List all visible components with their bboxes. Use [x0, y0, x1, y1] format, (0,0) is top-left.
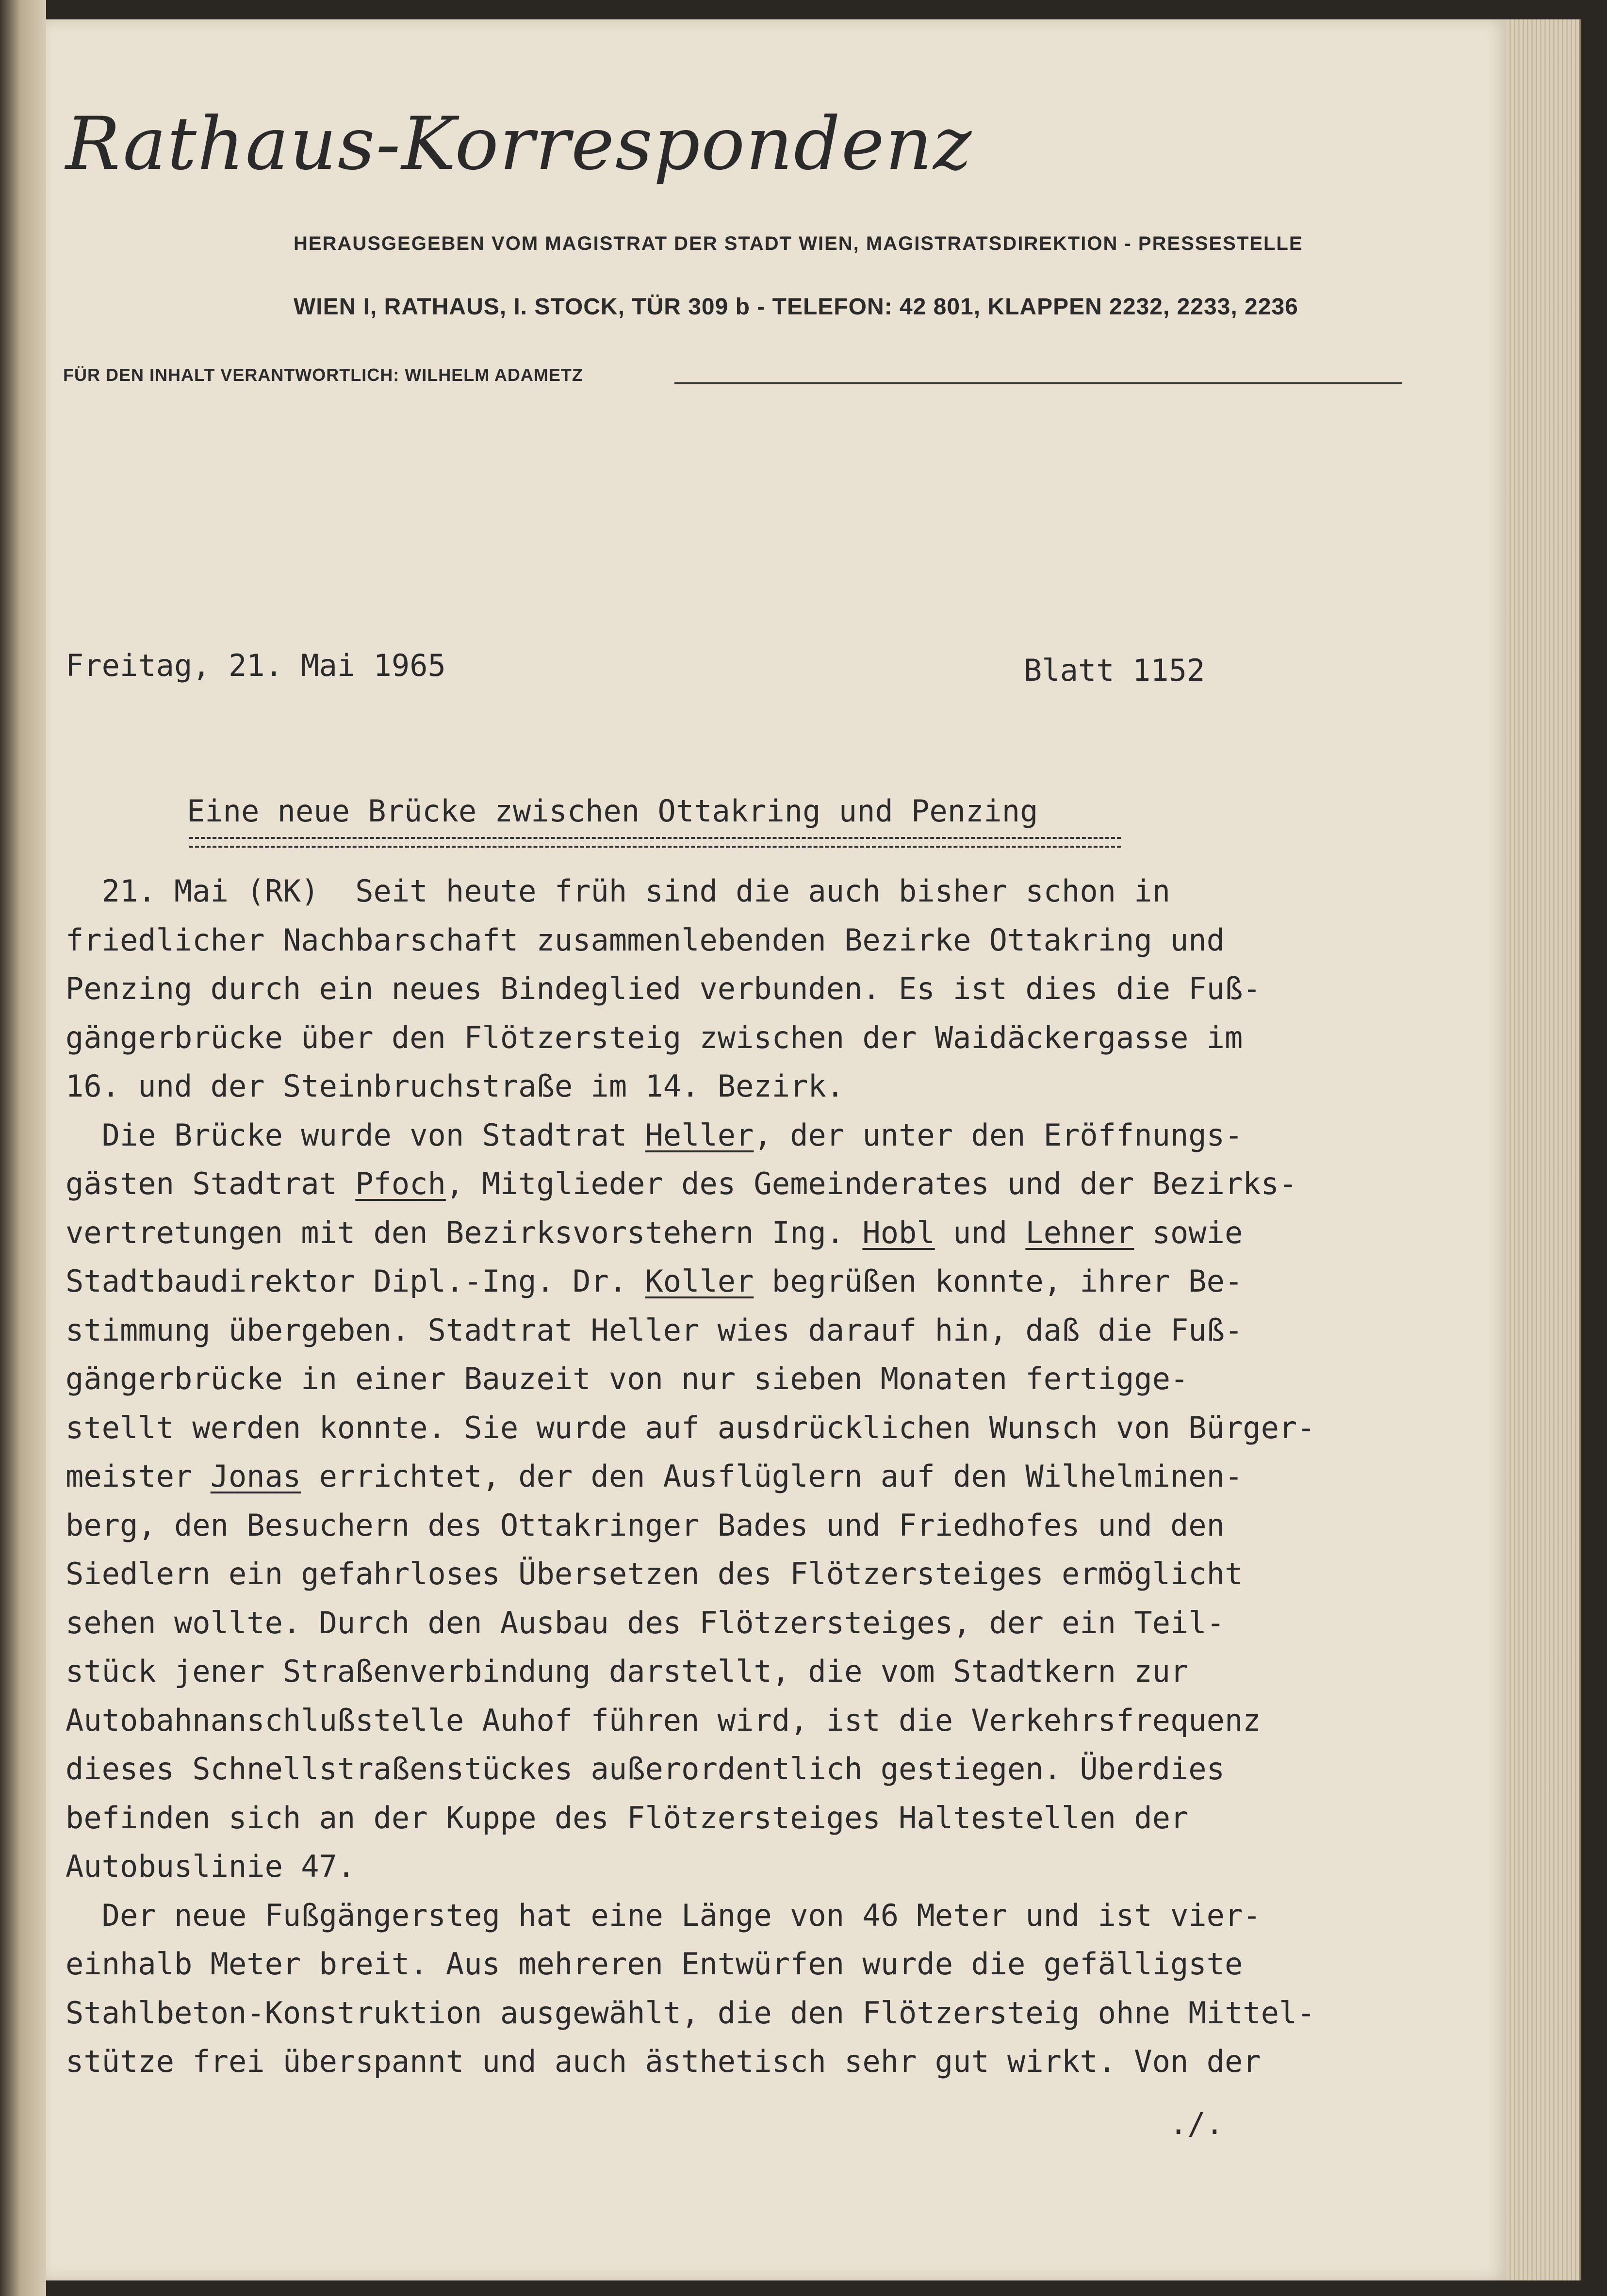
article-line: [66, 922, 1225, 958]
article-line: [66, 1166, 1297, 1201]
article-line: [66, 1946, 1243, 1982]
line-text: , Mitglieder des Gemeinderates und der Bezirks-: [445, 1166, 1297, 1201]
line-text: stimmung übergeben. Stadtrat Heller wies darauf hin, daß die Fuß-: [66, 1312, 1243, 1348]
line-text: , der unter den Eröffnungs-: [754, 1117, 1243, 1153]
article-line: [66, 1410, 1315, 1445]
article-line: [66, 971, 1261, 1006]
article-line: [66, 1605, 1225, 1640]
line-text: Autobahnanschlußstelle Auhof führen wird, ist die Verkehrsfrequenz: [66, 1702, 1261, 1738]
article-line: [66, 1556, 1243, 1591]
headline-double-rule: [189, 837, 1121, 848]
dateline: Freitag, 21. Mai 1965: [66, 648, 446, 683]
article-line: [66, 1995, 1315, 2031]
line-text: vertretungen mit den Bezirksvorstehern Ing.: [66, 1214, 863, 1250]
underlined-name: Jonas: [210, 1459, 301, 1494]
article-headline: Eine neue Brücke zwischen Ottakring und Penzing: [187, 793, 1038, 829]
article-line: [66, 873, 1170, 909]
line-text: 21. Mai (RK) Seit heute früh sind die auch bisher schon in: [66, 873, 1170, 909]
line-text: einhalb Meter breit. Aus mehreren Entwürfen wurde die gefälligste: [66, 1946, 1243, 1982]
line-text: Stahlbeton-Konstruktion ausgewählt, die den Flötzersteig ohne Mittel-: [66, 1995, 1315, 2031]
article-line: [66, 1898, 1261, 1933]
line-text: gängerbrücke in einer Bauzeit von nur sieben Monaten fertigge-: [66, 1361, 1189, 1396]
underlined-name: Pfoch: [355, 1166, 446, 1201]
underlined-name: Heller: [645, 1117, 754, 1153]
article-line: [66, 1361, 1188, 1396]
article-line: [66, 1312, 1243, 1348]
article-line: [66, 1020, 1243, 1055]
masthead-title: Rathaus-Korrespondenz: [66, 102, 973, 186]
article-line: [66, 1215, 1243, 1250]
article-line: [66, 1654, 1188, 1689]
address-line: WIEN I, RATHAUS, I. STOCK, TÜR 309 b - TELEFON: 42 801, KLAPPEN 2232, 2233, 2236: [294, 294, 1298, 320]
article-line: [66, 1703, 1261, 1738]
line-text: Autobuslinie 47.: [66, 1849, 356, 1884]
article-line: [66, 1849, 355, 1884]
line-text: stellt werden konnte. Sie wurde auf ausdrücklichen Wunsch von Bürger-: [66, 1410, 1315, 1445]
line-text: Stadtbaudirektor Dipl.-Ing. Dr.: [66, 1263, 645, 1299]
line-text: friedlicher Nachbarschaft zusammenlebenden Bezirke Ottakring und: [66, 922, 1225, 958]
header-rule: [674, 382, 1402, 384]
sheet-number: Blatt 1152: [1024, 653, 1205, 688]
underlined-name: Lehner: [1025, 1214, 1134, 1250]
article-line: [66, 1751, 1225, 1787]
line-text: Der neue Fußgängersteg hat eine Länge von 46 Meter und ist vier-: [66, 1897, 1261, 1933]
line-text: stütze frei überspannt und auch ästhetisch sehr gut wirkt. Von der: [66, 2044, 1261, 2079]
article-line: [66, 1800, 1188, 1836]
continuation-mark: ./.: [1169, 2106, 1224, 2141]
article-line: [66, 1459, 1243, 1494]
line-text: errichtet, der den Ausflüglern auf den Wilhelminen-: [301, 1459, 1243, 1494]
page-stack-edge: [1507, 19, 1581, 2280]
underlined-name: Koller: [645, 1263, 754, 1299]
line-text: sowie: [1134, 1214, 1243, 1250]
line-text: dieses Schnellstraßenstückes außerordentlich gestiegen. Überdies: [66, 1751, 1225, 1787]
line-text: gängerbrücke über den Flötzersteig zwischen der Waidäckergasse im: [66, 1019, 1243, 1055]
line-text: meister: [66, 1459, 211, 1494]
line-text: 16. und der Steinbruchstraße im 14. Bezirk.: [66, 1068, 845, 1104]
line-text: gästen Stadtrat: [66, 1166, 356, 1201]
line-text: berg, den Besuchern des Ottakringer Bades und Friedhofes und den: [66, 1507, 1225, 1543]
article-line: [66, 1263, 1243, 1299]
line-text: und: [935, 1214, 1026, 1250]
publisher-line: HERAUSGEGEBEN VOM MAGISTRAT DER STADT WIEN, MAGISTRATSDIREKTION - PRESSESTELLE: [294, 233, 1303, 254]
line-text: sehen wollte. Durch den Ausbau des Flötzersteiges, der ein Teil-: [66, 1605, 1225, 1640]
line-text: Siedlern ein gefahrloses Übersetzen des Flötzersteiges ermöglicht: [66, 1556, 1243, 1591]
line-text: Die Brücke wurde von Stadtrat: [66, 1117, 645, 1153]
article-line: [66, 1068, 844, 1104]
responsible-line: FÜR DEN INHALT VERANTWORTLICH: WILHELM ADAMETZ: [63, 365, 583, 385]
article-line: [66, 1117, 1243, 1153]
article-line: [66, 2044, 1261, 2079]
line-text: befinden sich an der Kuppe des Flötzersteiges Haltestellen der: [66, 1800, 1189, 1836]
line-text: begrüßen konnte, ihrer Be-: [754, 1263, 1243, 1299]
book-binding-edge: [0, 0, 46, 2296]
underlined-name: Hobl: [862, 1214, 935, 1250]
article-line: [66, 1508, 1225, 1543]
line-text: Penzing durch ein neues Bindeglied verbunden. Es ist dies die Fuß-: [66, 971, 1261, 1006]
line-text: stück jener Straßenverbindung darstellt, die vom Stadtkern zur: [66, 1654, 1189, 1689]
